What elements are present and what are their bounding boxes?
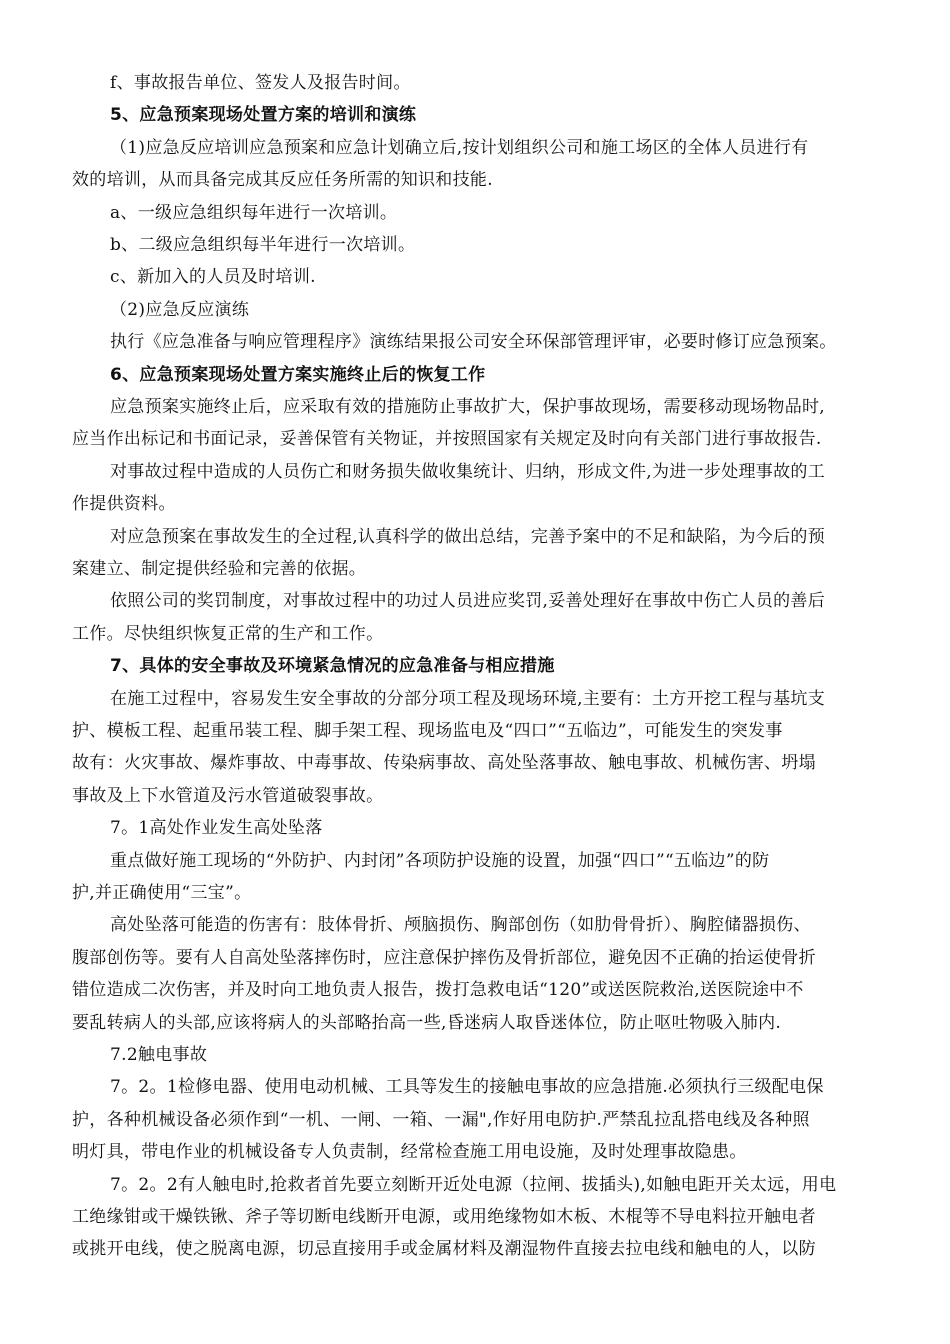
section-heading: 6、应急预案现场处置方案实施终止后的恢复工作 xyxy=(110,364,486,385)
section-heading: 7、具体的安全事故及环境紧急情况的应急准备与相应措施 xyxy=(110,656,555,677)
text-line: 护、模板工程、起重吊装工程、脚手架工程、现场监电及“四口”“五临边”，可能发生的突发事 xyxy=(72,721,783,741)
text-line: 工作。尽快组织恢复正常的生产和工作。 xyxy=(72,623,384,644)
text-line: 7。1高处作业发生高处坠落 xyxy=(110,818,323,839)
text-line: 7。2。1检修电器、使用电动机械、工具等发生的接触电事故的应急措施.必须执行三级配电保 xyxy=(110,1077,824,1098)
text-line: 效的培训，从而具备完成其反应任务所需的知识和技能. xyxy=(72,170,493,191)
text-line: c、新加入的人员及时培训. xyxy=(110,267,316,288)
text-line: （1)应急反应培训应急预案和应急计划确立后,按计划组织公司和施工场区的全体人员进行有 xyxy=(110,137,809,158)
text-line: 高处坠落可能造的伤害有：肢体骨折、颅脑损伤、胸部创伤（如肋骨骨折）、胸腔储器损伤、 xyxy=(110,915,811,936)
text-line: 执行《应急准备与响应管理程序》演练结果报公司安全环保部管理评审，必要时修订应急预案。 xyxy=(110,332,837,353)
text-line: （2)应急反应演练 xyxy=(110,299,250,320)
text-line: a、一级应急组织每年进行一次培训。 xyxy=(110,202,398,223)
text-line: 事故及上下水管道及污水管道破裂事故。 xyxy=(72,785,384,806)
text-line: 护，各种机械设备必须作到“一机、一闸、一箱、一漏",作好用电防护.严禁乱拉乱搭电线及各种照 xyxy=(72,1109,810,1130)
text-line: 作提供资料。 xyxy=(72,494,176,515)
section-heading: 5、应急预案现场处置方案的培训和演练 xyxy=(110,105,417,126)
text-line: 案建立、制定提供经验和完善的依据。 xyxy=(72,559,367,579)
text-line: 在施工过程中，容易发生安全事故的分部分项工程及现场环境,主要有：土方开挖工程与基坑支 xyxy=(110,688,826,709)
text-line: 故有：火灾事故、爆炸事故、中毒事故、传染病事故、高处坠落事故、触电事故、机械伤害、坍塌 xyxy=(72,753,816,774)
text-line: 对事故过程中造成的人员伤亡和财务损失做收集统计、归纳，形成文件,为进一步处理事故的工 xyxy=(110,461,826,482)
text-line: 错位造成二次伤害，并及时向工地负责人报告，拨打急救电话“120”或送医院救治,送医院途中不 xyxy=(72,980,804,1001)
text-line: 重点做好施工现场的“外防护、内封闭”各项防护设施的设置，加强“四口”“五临边”的防 xyxy=(110,850,770,871)
text-line: 明灯具，带电作业的机械设备专人负责制，经常检查施工用电设施，及时处理事故隐患。 xyxy=(72,1142,747,1163)
text-line: 7。2。2有人触电时,抢救者首先要立刻断开近处电源（拉闸、拔插头),如触电距开关太远，用电 xyxy=(110,1174,837,1195)
text-line: 或挑开电线，使之脱离电源，切忌直接用手或金属材料及潮湿物件直接去拉电线和触电的人，以防 xyxy=(72,1239,816,1260)
text-line: 应急预案实施终止后，应采取有效的措施防止事故扩大，保护事故现场，需要移动现场物品时, xyxy=(110,397,826,417)
text-line: 工绝缘钳或干燥铁锹、斧子等切断电线断开电源，或用绝缘物如木板、木棍等不导电料拉开触电者 xyxy=(72,1207,816,1227)
text-line: 7.2触电事故 xyxy=(110,1045,208,1065)
text-line: 应当作出标记和书面记录，妥善保管有关物证，并按照国家有关规定及时向有关部门进行事故报告. xyxy=(72,429,822,450)
text-line: 要乱转病人的头部,应该将病人的头部略抬高一些,昏迷病人取昏迷体位，防止呕吐物吸入肺内. xyxy=(72,1012,782,1033)
text-line: 对应急预案在事故发生的全过程,认真科学的做出总结，完善予案中的不足和缺陷，为今后的预 xyxy=(110,526,826,547)
text-line: 依照公司的奖罚制度，对事故过程中的功过人员进应奖罚,妥善处理好在事故中伤亡人员的善后 xyxy=(110,591,826,612)
text-line: b、二级应急组织每半年进行一次培训。 xyxy=(110,235,416,255)
text-line: 腹部创伤等。要有人自高处坠落摔伤时，应注意保护摔伤及骨折部位，避免因不正确的抬运使骨折 xyxy=(72,947,816,968)
text-line: f、事故报告单位、签发人及报告时间。 xyxy=(110,73,411,93)
text-line: 护,并正确使用“三宝”。 xyxy=(72,883,252,903)
